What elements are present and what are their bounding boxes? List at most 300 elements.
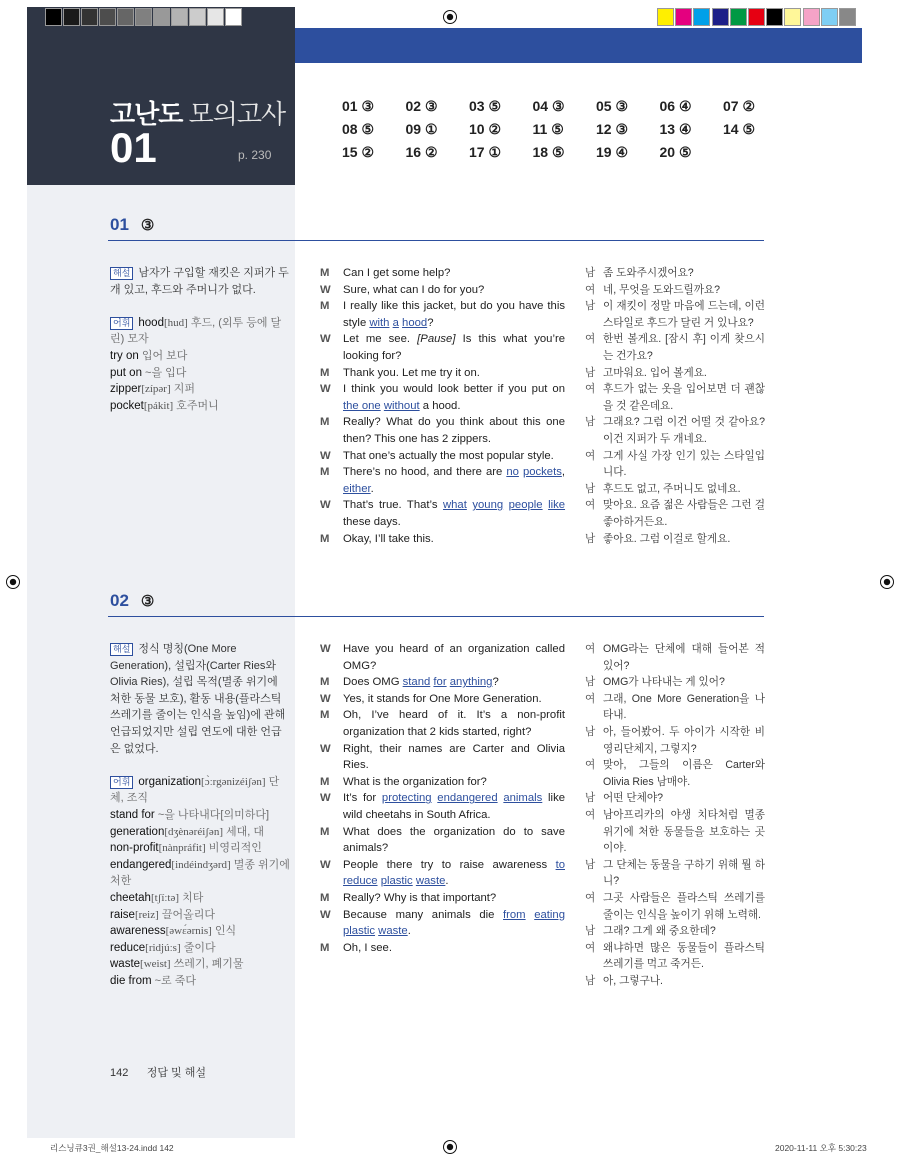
speaker-label: W — [320, 908, 331, 921]
vocab-pronunciation: [reiz] — [134, 908, 159, 921]
speaker-label: M — [320, 676, 330, 689]
vocab-meaning: 멸종 위기에 처한 — [110, 858, 290, 888]
text-segment: Yes, it stands for One More Generation. — [343, 692, 542, 705]
vocab-word: awareness — [110, 925, 166, 938]
underlined-phrase: what — [442, 499, 467, 512]
dialogue-line — [320, 464, 565, 497]
section-header — [110, 215, 154, 235]
speaker-label: M — [320, 891, 330, 904]
vocab-meaning: ~을 입다 — [145, 366, 187, 379]
answer-item: 20 ⑤ — [659, 144, 692, 160]
footer-label: 정답 및 해설 — [146, 1067, 206, 1079]
explanation-column — [110, 265, 290, 414]
speaker-label: 여 — [585, 891, 596, 904]
dialogue-line — [320, 497, 565, 530]
dialogue-script — [320, 265, 565, 547]
dialogue-line — [320, 531, 565, 548]
underlined-phrase: to — [555, 858, 565, 871]
speaker-label: 여 — [585, 759, 596, 772]
answer-item: 14 ⑤ — [723, 121, 756, 137]
vocab-meaning: 줄이다 — [183, 941, 216, 954]
vocab-item — [110, 923, 290, 940]
translation-line — [585, 890, 765, 923]
text-segment: It’s for — [343, 792, 382, 805]
vocab-word: put on — [110, 366, 142, 379]
color-swatch — [712, 8, 729, 26]
vocabulary — [110, 774, 290, 990]
color-swatch — [693, 8, 710, 26]
underlined-phrase: pockets — [522, 466, 562, 479]
underlined-phrase: plastic — [380, 875, 413, 888]
underlined-phrase: the one — [343, 399, 381, 412]
vocab-item — [110, 907, 290, 924]
dialogue-line — [320, 741, 565, 774]
vocab-item — [110, 774, 290, 807]
text-segment: . — [370, 482, 374, 495]
text-segment: Okay, I’ll take this. — [343, 532, 434, 545]
vocab-word: cheetah — [110, 891, 151, 904]
gray-swatch — [63, 8, 80, 26]
underlined-phrase: without — [383, 399, 420, 412]
translation-text: 그 단체는 동물을 구하기 위해 뭘 하니? — [603, 858, 765, 888]
text-segment: these days. — [343, 515, 401, 528]
vocab-word: reduce — [110, 941, 146, 954]
translation-line — [585, 674, 765, 691]
speaker-label: 남 — [585, 300, 596, 313]
translation-text: 아, 그렇구나. — [603, 974, 663, 987]
text-segment: Really? Why is that important? — [343, 891, 497, 904]
vocab-meaning: 지퍼 — [173, 383, 195, 396]
explanation — [110, 265, 290, 298]
color-swatch — [821, 8, 838, 26]
translation-text: 어떤 단체야? — [603, 792, 664, 805]
answer-item: 07 ② — [723, 98, 756, 114]
vocab-word: stand for — [110, 808, 155, 821]
dialogue-text — [343, 940, 565, 957]
translation-line — [585, 940, 765, 973]
gray-swatch — [225, 8, 242, 26]
vocab-meaning: ~로 죽다 — [154, 974, 196, 987]
vocab-meaning: 비영리적인 — [208, 842, 262, 855]
underlined-phrase: from — [503, 908, 526, 921]
underlined-phrase: people — [508, 499, 543, 512]
dialogue-line — [320, 824, 565, 857]
translation-text: 맞아, 그들의 이름은 Carter와 Olivia Ries 남매야. — [603, 759, 765, 788]
speaker-label: 남 — [585, 925, 596, 938]
answer-item: 17 ① — [469, 144, 502, 160]
slug-file: 리스닝큐3권_해설13-24.indd 142 — [50, 1143, 174, 1153]
dialogue-line — [320, 282, 565, 299]
speaker-label: 여 — [585, 283, 596, 296]
translation-text: 한번 볼게요. [잠시 후] 이게 찾으시는 건가요? — [603, 333, 765, 362]
vocab-meaning: 치타 — [182, 891, 204, 904]
answer-item: 12 ③ — [596, 121, 629, 137]
underlined-phrase: waste — [415, 875, 446, 888]
text-segment: That one’s actually the most popular style. — [343, 449, 554, 462]
gray-swatch — [135, 8, 152, 26]
translation-text: 그곳 사람들은 플라스틱 쓰레기를 줄이는 인식을 높이기 위해 노력해. — [603, 891, 765, 921]
dialogue-text — [343, 531, 565, 548]
vocab-meaning: 입어 보다 — [141, 349, 188, 362]
text-segment: That’s true. That’s — [343, 499, 443, 512]
underlined-phrase: waste — [378, 925, 408, 938]
speaker-label: 남 — [585, 725, 596, 738]
text-segment: Oh, I see. — [343, 941, 392, 954]
vocab-item — [110, 956, 290, 973]
speaker-label: W — [320, 383, 331, 396]
text-segment: . — [445, 875, 449, 888]
text-segment: There’s no hood, and there are — [343, 466, 507, 479]
exam-number: 01 — [110, 124, 157, 171]
translation-line — [585, 448, 765, 481]
underlined-phrase: with — [369, 316, 390, 329]
translation-line — [585, 282, 765, 299]
gray-swatch — [153, 8, 170, 26]
vocab-word: hood — [138, 316, 164, 329]
dialogue-line — [320, 774, 565, 791]
underlined-phrase: for — [433, 676, 447, 689]
vocab-item — [110, 840, 290, 857]
dialogue-text — [343, 641, 565, 674]
registration-mark-icon — [443, 10, 457, 24]
underlined-phrase: no — [506, 466, 519, 479]
title-bold: 고난도 — [110, 99, 183, 129]
speaker-label: W — [320, 742, 331, 755]
text-segment: , — [561, 466, 566, 479]
gray-swatch — [117, 8, 134, 26]
text-segment: a hood. — [419, 399, 461, 412]
answer-item: 08 ⑤ — [342, 121, 375, 137]
translation-text: OMG라는 단체에 대해 들어본 적 있어? — [603, 643, 765, 672]
translation — [585, 641, 765, 989]
color-swatch — [730, 8, 747, 26]
registration-mark-icon — [880, 575, 894, 589]
dialogue-line — [320, 298, 565, 331]
dialogue-line — [320, 448, 565, 465]
speaker-label: 여 — [585, 941, 596, 954]
dialogue-text — [343, 414, 565, 447]
dialogue-line — [320, 890, 565, 907]
translation-line — [585, 973, 765, 990]
color-swatch — [839, 8, 856, 26]
text-segment: ? — [492, 676, 499, 689]
vocab-item — [110, 348, 290, 365]
section-header — [110, 591, 154, 611]
color-swatch — [784, 8, 801, 26]
text-segment: Right, their names are Carter and Olivia Ries. — [343, 742, 565, 772]
underlined-phrase: plastic — [343, 925, 376, 938]
vocab-word: endangered — [110, 858, 172, 871]
speaker-label: 남 — [585, 974, 596, 987]
dialogue-text — [343, 691, 565, 708]
vocab-tag: 어휘 — [110, 317, 133, 330]
vocab-word: organization — [138, 775, 202, 788]
dialogue-text — [343, 790, 565, 823]
translation-line — [585, 365, 765, 382]
text-segment: ? — [427, 316, 434, 329]
vocab-meaning: 호주머니 — [176, 399, 219, 412]
gray-swatch — [171, 8, 188, 26]
translation-line — [585, 381, 765, 414]
text-segment: I think you would look better if you put on — [343, 383, 565, 396]
underlined-phrase: endangered — [437, 792, 498, 805]
text-segment: I really like this jacket, but do you have this style — [343, 300, 565, 329]
underlined-phrase: a — [392, 316, 399, 329]
translation-line — [585, 531, 765, 548]
translation-text: 그래요? 그럼 이건 어떨 것 같아요? 이건 지퍼가 두 개네요. — [603, 416, 765, 445]
dialogue-line — [320, 365, 565, 382]
speaker-label: 여 — [585, 383, 596, 396]
underlined-phrase: reduce — [343, 875, 378, 888]
dialogue-line — [320, 414, 565, 447]
dialogue-script — [320, 641, 565, 956]
speaker-label: 여 — [585, 333, 596, 346]
translation-text: OMG가 나타내는 게 있어? — [603, 676, 725, 689]
speaker-label: 여 — [585, 692, 596, 705]
gray-swatch — [189, 8, 206, 26]
vocab-item — [110, 365, 290, 382]
vocab-meaning: 세대, 대 — [226, 825, 265, 838]
dialogue-text — [343, 331, 565, 364]
color-swatch — [657, 8, 674, 26]
dialogue-text — [343, 857, 565, 890]
vocab-meaning: 끌어올리다 — [161, 908, 215, 921]
vocab-pronunciation: [əwɛ́ərnis] — [165, 925, 212, 938]
vocab-pronunciation: [nànpráfit] — [158, 842, 206, 855]
translation-text: 후드도 없고, 주머니도 없네요. — [603, 482, 741, 495]
translation-line — [585, 497, 765, 530]
section-answer: ③ — [140, 217, 155, 234]
speaker-label: 남 — [585, 267, 596, 279]
vocab-word: generation — [110, 825, 165, 838]
answer-item: 06 ④ — [659, 98, 692, 114]
dialogue-text — [343, 741, 565, 774]
translation-line — [585, 807, 765, 857]
underlined-phrase: like — [548, 499, 566, 512]
explanation — [110, 641, 290, 757]
explanation-text: 남자가 구입할 재킷은 지퍼가 두 개 있고, 후드와 주머니가 없다. — [110, 267, 289, 296]
dialogue-line — [320, 940, 565, 957]
answer-item: 04 ③ — [532, 98, 565, 114]
vocab-word: pocket — [110, 399, 144, 412]
text-segment: Really? What do you think about this one then? This one has 2 zippers. — [343, 416, 565, 445]
dialogue-line — [320, 381, 565, 414]
dialogue-text — [343, 707, 565, 740]
text-segment: . — [407, 925, 411, 938]
vocab-meaning: 인식 — [214, 925, 237, 938]
dialogue-line — [320, 265, 565, 282]
dialogue-text — [343, 464, 565, 497]
answer-item: 01 ③ — [342, 98, 375, 114]
translation-line — [585, 724, 765, 757]
vocab-pronunciation: [zípər] — [141, 383, 171, 396]
dialogue-text — [343, 448, 565, 465]
explanation-text: 정식 명칭(One More Generation), 설립자(Carter Ries와 Olivia Ries), 설립 목적(멸종 위기에 처한 동물 보호), 활동 내용(플라스틱 쓰레기를 줄이는 인식을 높임)에 관해 언급되었지만 설립 연도에 대한 언급은 없었다. — [110, 643, 286, 755]
speaker-label: 여 — [585, 643, 596, 655]
dialogue-text — [343, 907, 565, 940]
text-segment: What is the organization for? — [343, 775, 487, 788]
text-segment: Let me see. — [343, 333, 418, 346]
speaker-label: 여 — [585, 449, 596, 462]
text-segment: [Pause] — [417, 333, 456, 346]
text-segment: Sure, what can I do for you? — [343, 283, 485, 296]
translation-line — [585, 923, 765, 940]
slug-timestamp: 2020-11-11 오후 5:30:23 — [775, 1143, 867, 1153]
text-segment: like wild cheetahs in South Africa. — [343, 792, 565, 821]
text-segment: Have you heard of an organization called OMG? — [343, 643, 565, 672]
speaker-label: M — [320, 466, 330, 479]
answer-item: 09 ① — [405, 121, 438, 137]
section-number: 02 — [110, 591, 129, 610]
speaker-label: W — [320, 283, 331, 296]
vocab-pronunciation: [tʃíːtə] — [150, 891, 180, 904]
translation-line — [585, 691, 765, 724]
title-light: 모의고사 — [188, 99, 286, 129]
text-segment: Because many animals die — [343, 908, 503, 921]
speaker-label: M — [320, 941, 330, 954]
underlined-phrase: anything — [449, 676, 493, 689]
vocab-meaning: ~을 나타내다[의미하다] — [157, 808, 270, 821]
registration-mark-icon — [6, 575, 20, 589]
answer-item: 03 ⑤ — [469, 98, 502, 114]
vocab-item — [110, 381, 290, 398]
dialogue-line — [320, 790, 565, 823]
speaker-label: W — [320, 792, 331, 805]
color-swatch — [803, 8, 820, 26]
speaker-label: M — [320, 416, 330, 429]
dialogue-text — [343, 674, 565, 691]
dialogue-line — [320, 907, 565, 940]
dialogue-line — [320, 691, 565, 708]
vocab-meaning: 쓰레기, 폐기물 — [173, 958, 244, 971]
speaker-label: W — [320, 449, 331, 462]
vocab-item — [110, 890, 290, 907]
vocab-word: die from — [110, 974, 152, 987]
translation — [585, 265, 765, 547]
underlined-phrase: stand — [402, 676, 431, 689]
explanation-column — [110, 641, 290, 989]
underlined-phrase: animals — [503, 792, 543, 805]
answer-item: 05 ③ — [596, 98, 629, 114]
text-segment: People there try to raise awareness — [343, 858, 556, 871]
vocab-word: zipper — [110, 383, 142, 396]
answer-grid — [342, 98, 787, 161]
dialogue-text — [343, 381, 565, 414]
speaker-label: W — [320, 333, 331, 346]
translation-text: 좋아요. 그럼 이걸로 할게요. — [603, 532, 731, 545]
translation-line — [585, 757, 765, 790]
page-reference: p. 230 — [238, 148, 272, 162]
vocab-pronunciation: [weist] — [140, 958, 171, 971]
color-swatch — [748, 8, 765, 26]
dialogue-text — [343, 890, 565, 907]
vocab-pronunciation: [ridjúːs] — [145, 941, 181, 954]
answer-item: 16 ② — [405, 144, 438, 160]
section-divider — [108, 616, 764, 617]
translation-line — [585, 298, 765, 331]
vocab-word: raise — [110, 908, 135, 921]
underlined-phrase: hood — [402, 316, 428, 329]
text-segment: Is this what you’re looking for? — [343, 333, 565, 362]
translation-text: 이 재킷이 정말 마음에 드는데, 이런 스타일로 후드가 달린 거 있나요? — [603, 300, 765, 329]
speaker-label: 남 — [585, 532, 596, 545]
dialogue-text — [343, 824, 565, 857]
speaker-label: 남 — [585, 482, 596, 495]
page-footer — [110, 1064, 206, 1080]
translation-line — [585, 641, 765, 674]
translation-line — [585, 265, 765, 282]
dialogue-text — [343, 365, 565, 382]
dialogue-text — [343, 774, 565, 791]
translation-text: 네, 무엇을 도와드릴까요? — [603, 283, 721, 296]
speaker-label: M — [320, 267, 330, 279]
speaker-label: 남 — [585, 416, 596, 429]
translation-text: 그래, One More Generation을 나타내. — [603, 692, 765, 722]
speaker-label: M — [320, 709, 330, 722]
dialogue-text — [343, 282, 565, 299]
speaker-label: 여 — [585, 808, 596, 821]
page-number: 142 — [110, 1067, 129, 1079]
translation-line — [585, 790, 765, 807]
vocab-item — [110, 824, 290, 841]
color-swatch — [766, 8, 783, 26]
speaker-label: W — [320, 643, 331, 655]
text-segment — [526, 909, 535, 921]
speaker-label: M — [320, 366, 330, 379]
answer-item: 02 ③ — [405, 98, 438, 114]
vocab-word: waste — [110, 958, 141, 971]
translation-line — [585, 414, 765, 447]
text-segment: Oh, I’ve heard of it. It’s a non-profit organization that 2 kids started, right? — [343, 709, 565, 738]
underlined-phrase: eating — [534, 908, 565, 921]
dialogue-text — [343, 265, 565, 282]
gray-swatch — [45, 8, 62, 26]
gray-swatch — [207, 8, 224, 26]
section-divider — [108, 240, 764, 241]
gray-swatch — [99, 8, 116, 26]
explanation-tag: 해설 — [110, 643, 133, 656]
answer-item: 11 ⑤ — [532, 121, 564, 137]
dialogue-line — [320, 707, 565, 740]
vocab-item — [110, 807, 290, 824]
dialogue-line — [320, 857, 565, 890]
vocab-meaning: 단체, 조직 — [110, 775, 280, 805]
text-segment: Thank you. Let me try it on. — [343, 366, 480, 379]
translation-text: 후드가 없는 옷을 입어보면 더 괜찮을 것 같은데요. — [603, 383, 765, 412]
translation-line — [585, 331, 765, 364]
translation-line — [585, 857, 765, 890]
dialogue-line — [320, 331, 565, 364]
vocab-item — [110, 398, 290, 415]
answer-item: 10 ② — [469, 121, 502, 137]
vocab-pronunciation: [dʒènəréiʃən] — [164, 825, 223, 838]
speaker-label: M — [320, 300, 330, 313]
vocab-pronunciation: [pákit] — [143, 399, 174, 412]
translation-text: 맞아요. 요즘 젊은 사람들은 그런 걸 좋아하거든요. — [603, 499, 765, 528]
vocab-pronunciation: [ɔ̀ːrgənizéiʃən] — [201, 775, 266, 788]
translation-text: 아, 들어봤어. 두 아이가 시작한 비영리단체지, 그렇지? — [603, 725, 765, 755]
speaker-label: W — [320, 499, 331, 512]
color-swatch — [675, 8, 692, 26]
speaker-label: W — [320, 858, 331, 871]
dialogue-text — [343, 298, 565, 331]
vocab-pronunciation: [indéindʒərd] — [171, 858, 231, 871]
translation-text: 왜냐하면 많은 동물들이 플라스틱 쓰레기를 먹고 죽거든. — [603, 941, 765, 971]
answer-item: 19 ④ — [596, 144, 629, 160]
speaker-label: W — [320, 692, 331, 705]
gray-swatch — [81, 8, 98, 26]
dialogue-line — [320, 674, 565, 691]
